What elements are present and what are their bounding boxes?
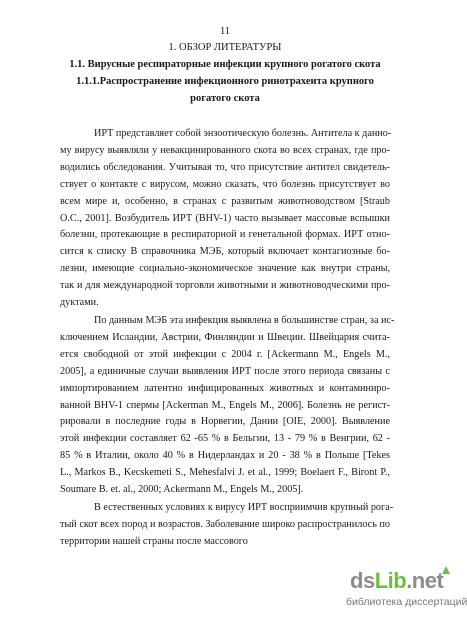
paragraph-line: В естественных условиях к вирусу ИРТ восприимчив крупный рога- bbox=[94, 502, 394, 513]
paragraph-line: территории нашей страны после массового bbox=[60, 535, 248, 547]
page-number: 11 bbox=[219, 26, 231, 37]
watermark bbox=[300, 566, 467, 618]
paragraph-line: O.C., 2001]. Возбудитель ИРТ (BHV-1) часто вызывает массовые вспышки bbox=[60, 212, 390, 224]
paragraph-line: ключением Исландии, Австрии, Финляндии и Швеции. Швейцария счита- bbox=[60, 331, 390, 343]
paragraph-line: ется свободной от этой инфекции с 2004 г. [Ackermann M., Engels M., bbox=[60, 348, 390, 360]
subsection-heading-line-1: 1.1.1.Распространение инфекционного ринотрахеита крупного bbox=[76, 76, 374, 87]
paragraph-line: ИРТ представляет собой энзоотическую болезнь. Антитела к данно- bbox=[94, 128, 392, 139]
paragraph-line: лезни, имеющие социально-экономическое значение как внутри страны, bbox=[60, 263, 390, 275]
watermark-subtitle: библиотека диссертаций bbox=[346, 596, 467, 608]
paragraph-line: этой инфекции составляет 62 -65 % в Бельгии, 13 - 79 % в Венгрии, 62 - bbox=[60, 433, 390, 445]
paragraph-line: ванной BHV-1 спермы [Ackerman M., Engels M., 2006]. Болезнь не регист- bbox=[60, 399, 390, 411]
subsection-heading-line-2: рогатого скота bbox=[190, 93, 260, 104]
paragraph-2 bbox=[60, 313, 395, 499]
paragraph-line: му вирусу выявляли у невакцинированного скота во всех странах, где про- bbox=[60, 144, 390, 156]
paragraph-line: тый скот всех пород и возрастов. Заболевание широко распространилось по bbox=[60, 518, 390, 530]
paragraph-line: сится к списку В справочника МЭБ, который включает контагиозные бо- bbox=[60, 246, 390, 258]
paragraph-line: болезни, протекающие в респираторной и генетальной формах. ИРТ отно- bbox=[60, 229, 390, 241]
paragraph-line: ствует о контакте с вирусом, можно сказать, что болезнь присутствует во bbox=[60, 178, 390, 190]
paragraph-line: водились обследования. Учитывая то, что присутствие антител свидетель- bbox=[60, 161, 390, 173]
watermark-logo: dsLib.net bbox=[350, 568, 444, 593]
paragraph-line: По данным МЭБ эта инфекция выявлена в большинстве стран, за ис- bbox=[94, 315, 395, 326]
paragraph-line: импортированием латентно инфицированных животных и контаминиро- bbox=[60, 382, 390, 394]
paragraph-1 bbox=[60, 126, 390, 312]
paragraph-line: рировали в последние годы в Норвегии, Дании [OIE, 2000]. Выявление bbox=[60, 416, 390, 428]
paragraph-line: L., Markos B., Kecskemeti S., Mehesfalvi J. et al., 1999; Boelaert F., Biront P., bbox=[60, 467, 390, 479]
paragraph-3 bbox=[60, 500, 394, 551]
paragraph-line: всем мире и, особенно, в странах с развитым животноводством [Straub bbox=[60, 195, 390, 207]
chapter-heading: 1. ОБЗОР ЛИТЕРАТУРЫ bbox=[168, 42, 282, 53]
paragraph-line: дуктами. bbox=[60, 297, 99, 309]
section-heading: 1.1. Вирусные респираторные инфекции крупного рогатого скота bbox=[69, 59, 381, 70]
paragraph-line: Soumare B. et. al., 2000; Ackermann M., Engels M., 2005]. bbox=[60, 484, 304, 496]
up-arrow-icon bbox=[442, 566, 450, 574]
paragraph-line: так и для международной торговли животными и животноводческими про- bbox=[60, 280, 390, 292]
paragraph-line: 85 % в Италии, около 40 % в Нидерландах и 20 - 38 % в Польше [Tekes bbox=[60, 450, 390, 462]
paragraph-line: 2005], а единичные случаи выявления ИРТ после этого периода связаны с bbox=[60, 365, 390, 377]
